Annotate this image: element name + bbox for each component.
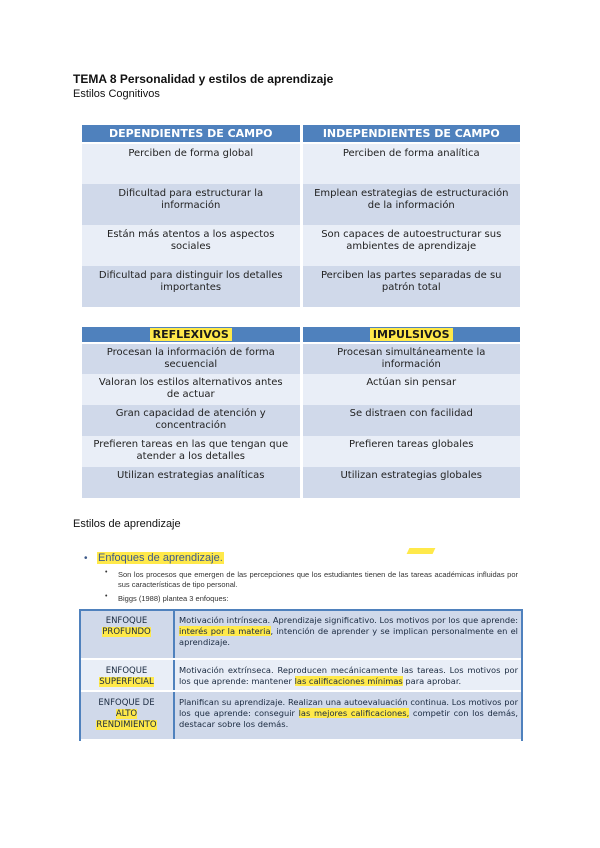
enfoque-description: Motivación intrínseca. Aprendizaje significativo. Los motivos por los que aprende: interés por la materia, intención de aprender y se implican personalmente en el aprendizaje.: [174, 610, 522, 659]
enfoque-label: ENFOQUE SUPERFICIAL: [80, 659, 174, 691]
table-cell: Procesan simultáneamente la información: [301, 343, 520, 374]
table-cell: Procesan la información de forma secuencial: [82, 343, 301, 374]
table-row: [82, 405, 520, 436]
header-impulsivos: IMPULSIVOS: [301, 327, 520, 343]
table-cell: Dificultad para distinguir los detalles importantes: [82, 266, 301, 307]
header-independientes: INDEPENDIENTES DE CAMPO: [301, 125, 520, 143]
table-row: [80, 659, 522, 691]
sub-bullet-icon: •: [105, 593, 108, 600]
table-cell: Actúan sin pensar: [301, 374, 520, 405]
table-cell: Perciben las partes separadas de su patrón total: [301, 266, 520, 307]
table-cell: Se distraen con facilidad: [301, 405, 520, 436]
header-dependientes: DEPENDIENTES DE CAMPO: [82, 125, 301, 143]
page-subtitle: Estilos Cognitivos: [73, 88, 160, 100]
enfoque-description: Planifican su aprendizaje. Realizan una autoevaluación continua. Los motivos por los que aprende: conseguir las mejores calificaciones, competir con los demás, destacar sobre los demás.: [174, 691, 522, 740]
table-cell: Gran capacidad de atención y concentración: [82, 405, 301, 436]
page-title: TEMA 8 Personalidad y estilos de aprendizaje: [73, 72, 334, 86]
table-cell: Prefieren tareas en las que tengan que atender a los detalles: [82, 436, 301, 467]
table-cell: Perciben de forma analítica: [301, 143, 520, 184]
table-row: [82, 436, 520, 467]
table-cell: Valoran los estilos alternativos antes de actuar: [82, 374, 301, 405]
table-row: [82, 266, 520, 307]
header-reflexivos: REFLEXIVOS: [82, 327, 301, 343]
table-row: [82, 225, 520, 266]
table-cell: Dificultad para estructurar la información: [82, 184, 301, 225]
enfoque-description: Motivación extrínseca. Reproducen mecánicamente las tareas. Los motivos por los que aprende: mantener las calificaciones mínimas para aprobar.: [174, 659, 522, 691]
sub-bullet-text: Son los procesos que emergen de las percepciones que los estudiantes tienen de las tareas académicas influidas por sus características de tipo personal.: [118, 570, 518, 589]
sub-bullet-text: Biggs (1988) plantea 3 enfoques:: [118, 594, 229, 603]
table-row: [82, 343, 520, 374]
decorative-stripe: [407, 548, 436, 554]
bullet-icon: •: [84, 553, 88, 564]
table-row: [82, 374, 520, 405]
enfoque-label: ENFOQUE PROFUNDO: [80, 610, 174, 659]
slide-bullet: Enfoques de aprendizaje.: [98, 552, 223, 564]
table-cell: Perciben de forma global: [82, 143, 301, 184]
table-row: [80, 691, 522, 740]
table-row: [82, 184, 520, 225]
enfoques-table: [80, 610, 522, 741]
enfoque-label: ENFOQUE DE ALTO RENDIMIENTO: [80, 691, 174, 740]
table-row: [80, 610, 522, 659]
reflexivos-table: [82, 327, 520, 498]
section-heading: Estilos de aprendizaje: [73, 518, 181, 530]
table-cell: Prefieren tareas globales: [301, 436, 520, 467]
table-cell: Están más atentos a los aspectos sociales: [82, 225, 301, 266]
table-cell: Utilizan estrategias globales: [301, 467, 520, 498]
table-row: [82, 143, 520, 184]
table-cell: Son capaces de autoestructurar sus ambientes de aprendizaje: [301, 225, 520, 266]
table-cell: Emplean estrategias de estructuración de la información: [301, 184, 520, 225]
sub-bullet-icon: •: [105, 569, 108, 576]
campo-table: [82, 125, 520, 307]
table-row: [82, 467, 520, 498]
table-cell: Utilizan estrategias analíticas: [82, 467, 301, 498]
